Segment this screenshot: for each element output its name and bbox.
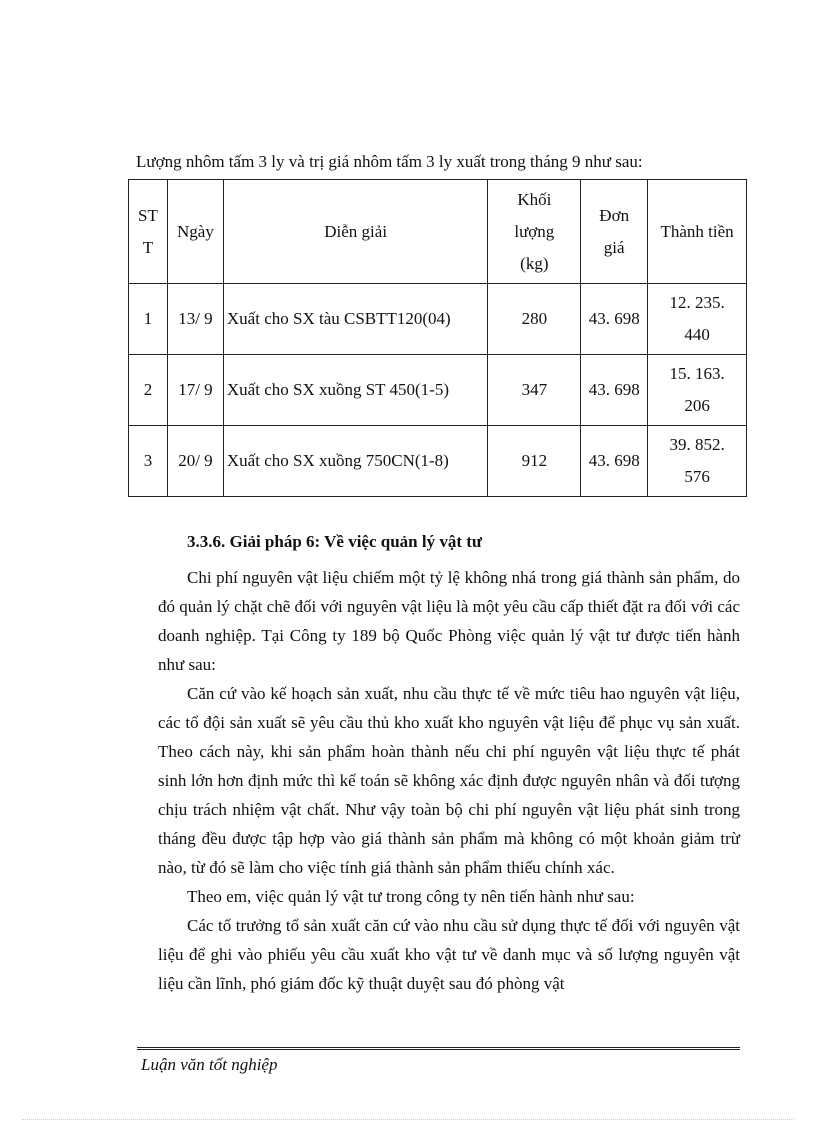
header-dien-giai: Diễn giải — [223, 180, 488, 284]
section-heading: 3.3.6. Giải pháp 6: Về việc quản lý vật tư — [187, 532, 483, 551]
table-caption: Lượng nhôm tấm 3 ly và trị giá nhôm tấm 3 ly xuất trong tháng 9 như sau: — [136, 152, 643, 171]
cell-dien-giai: Xuất cho SX xuồng 750CN(1-8) — [223, 426, 488, 497]
table-row — [129, 426, 747, 497]
cell-ngay: 17/ 9 — [167, 355, 223, 426]
cell-don-gia: 43. 698 — [581, 284, 648, 355]
cell-dien-giai: Xuất cho SX tàu CSBTT120(04) — [223, 284, 488, 355]
table-row — [129, 284, 747, 355]
cell-khoi-luong: 912 — [488, 426, 581, 497]
cell-stt: 2 — [129, 355, 168, 426]
header-khoi-luong: Khối lượng (kg) — [488, 180, 581, 284]
header-stt: ST T — [129, 180, 168, 284]
page-bottom-dotted-line — [22, 1119, 794, 1120]
materials-table — [128, 179, 747, 497]
cell-dien-giai: Xuất cho SX xuồng ST 450(1-5) — [223, 355, 488, 426]
cell-don-gia: 43. 698 — [581, 355, 648, 426]
cell-khoi-luong: 280 — [488, 284, 581, 355]
footer-text: Luận văn tốt nghiệp — [141, 1055, 278, 1074]
header-thanh-tien: Thành tiền — [648, 180, 747, 284]
table-header-row — [129, 180, 747, 284]
header-don-gia: Đơn giá — [581, 180, 648, 284]
cell-thanh-tien: 39. 852. 576 — [648, 426, 747, 497]
table-row — [129, 355, 747, 426]
footer-divider — [137, 1047, 740, 1050]
paragraph: Căn cứ vào kế hoạch sản xuất, nhu cầu thực tế về mức tiêu hao nguyên vật liệu, các tổ đội sản xuất sẽ yêu cầu thủ kho xuất kho nguyên vật liệu để phục vụ sản xuất. Theo cách này, khi sản phẩm hoàn thành nếu chi phí nguyên vật liệu thực tế phát sinh lớn hơn định mức thì kế toán sẽ không xác định được nguyên nhân và đối tượng chịu trách nhiệm vật chất. Như vậy toàn bộ chi phí nguyên vật liệu phát sinh trong tháng đều được tập hợp vào giá thành sản phẩm mà không có một khoản giảm trừ nào, từ đó sẽ làm cho việc tính giá thành sản phẩm thiếu chính xác. — [158, 684, 740, 877]
cell-stt: 3 — [129, 426, 168, 497]
cell-stt: 1 — [129, 284, 168, 355]
paragraph: Các tổ trưởng tổ sản xuất căn cứ vào nhu cầu sử dụng thực tế đối với nguyên vật liệu để ghi vào phiếu yêu cầu xuất kho vật tư về danh mục và số lượng nguyên vật liệu cần lĩnh, phó giám đốc kỹ thuật duyệt sau đó phòng vật — [158, 916, 740, 993]
cell-don-gia: 43. 698 — [581, 426, 648, 497]
header-ngay: Ngày — [167, 180, 223, 284]
paragraph: Theo em, việc quản lý vật tư trong công ty nên tiến hành như sau: — [187, 887, 635, 906]
paragraph: Chi phí nguyên vật liệu chiếm một tỷ lệ không nhá trong giá thành sản phẩm, do đó quản lý chặt chẽ đối với nguyên vật liệu là một yêu cầu cấp thiết đặt ra đối với các doanh nghiệp. Tại Công ty 189 bộ Quốc Phòng việc quản lý vật tư được tiến hành như sau: — [158, 568, 740, 674]
cell-thanh-tien: 15. 163. 206 — [648, 355, 747, 426]
cell-khoi-luong: 347 — [488, 355, 581, 426]
cell-ngay: 13/ 9 — [167, 284, 223, 355]
body-text — [158, 563, 740, 998]
cell-thanh-tien: 12. 235. 440 — [648, 284, 747, 355]
cell-ngay: 20/ 9 — [167, 426, 223, 497]
